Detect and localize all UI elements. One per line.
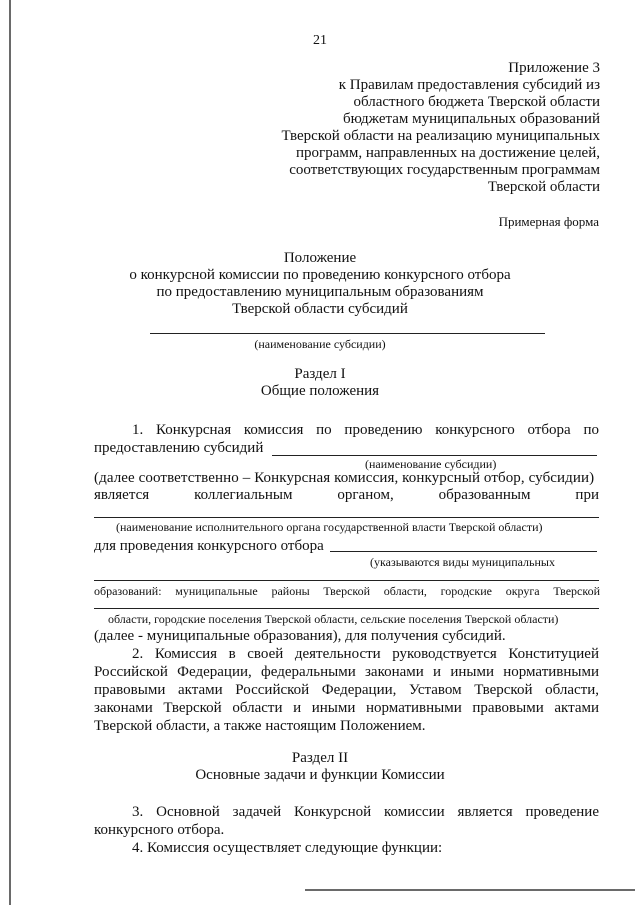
appendix-line: соответствующих государственным программам	[289, 162, 600, 178]
municipal-types-blank-1	[330, 551, 597, 552]
appendix-line: областного бюджета Тверской области	[353, 94, 600, 110]
appendix-line: программ, направленных на достижение целей,	[296, 145, 600, 161]
paragraph-2-line-3: правовыми актами Российской Федерации, Уставом Тверской области,	[94, 682, 599, 698]
section-1-number: Раздел I	[294, 366, 346, 382]
scan-edge-bottom	[305, 889, 635, 891]
paragraph-2-line-1: 2. Комиссия в своей деятельности руководствуется Конституцией	[132, 646, 599, 662]
municipal-types-caption-3: области, городские поселения Тверской области, сельские поселения Тверской области)	[108, 612, 559, 626]
municipal-types-caption-2: образований: муниципальные районы Тверской области, городские округа Тверской	[94, 584, 600, 598]
page-number: 21	[313, 33, 327, 48]
subsidy-name-blank	[150, 333, 545, 334]
paragraph-1-line-1: 1. Конкурсная комиссия по проведению конкурсного отбора по	[132, 422, 599, 438]
authority-blank	[94, 517, 599, 518]
title-line: Тверской области субсидий	[232, 301, 408, 317]
paragraph-1-line-4: является коллегиальным органом, образованным при	[94, 487, 599, 503]
paragraph-1-line-6: (далее - муниципальные образования), для получения субсидий.	[94, 628, 506, 644]
municipal-types-caption-1: (указываются виды муниципальных	[370, 555, 555, 569]
subsidy-caption: (наименование субсидии)	[365, 457, 497, 471]
municipal-types-blank-2	[94, 580, 599, 581]
paragraph-3-line-1: 3. Основной задачей Конкурсной комиссии является проведение	[132, 804, 599, 820]
paragraph-1-line-3: (далее соответственно – Конкурсная комиссия, конкурсный отбор, субсидии)	[94, 470, 595, 486]
section-2-title: Основные задачи и функции Комиссии	[195, 767, 445, 783]
appendix-header	[282, 60, 600, 196]
section-2-heading	[0, 750, 640, 784]
title-line: Положение	[283, 250, 357, 266]
paragraph-2-line-4: законами Тверской области и иными нормативными правовыми актами	[94, 700, 599, 716]
form-type-label: Примерная форма	[498, 214, 599, 229]
section-2-number: Раздел II	[291, 750, 349, 766]
document-title	[0, 250, 640, 318]
paragraph-3-line-2: конкурсного отбора.	[94, 822, 225, 838]
subsidy-blank	[272, 455, 597, 456]
paragraph-1-line-5: для проведения конкурсного отбора	[94, 538, 324, 554]
paragraph-4-line-1: 4. Комиссия осуществляет следующие функции:	[132, 840, 443, 856]
title-line: о конкурсной комиссии по проведению конкурсного отбора	[129, 267, 511, 283]
paragraph-1-line-2: предоставлению субсидий	[94, 440, 264, 456]
appendix-line: к Правилам предоставления субсидий из	[338, 77, 600, 93]
appendix-line: Приложение 3	[508, 60, 600, 76]
appendix-line: бюджетам муниципальных образований	[342, 111, 600, 127]
authority-caption: (наименование исполнительного органа государственной власти Тверской области)	[116, 520, 543, 534]
paragraph-2-line-2: Российской Федерации, федеральными законами и иными нормативными	[94, 664, 599, 680]
paragraph-2-line-5: Тверской области, а также настоящим Положением.	[94, 718, 426, 734]
section-1-title: Общие положения	[260, 383, 380, 399]
title-line: по предоставлению муниципальным образованиям	[156, 284, 484, 300]
appendix-line: Тверской области на реализацию муниципальных	[281, 128, 600, 144]
section-1-heading	[0, 366, 640, 400]
appendix-line: Тверской области	[487, 179, 600, 195]
subsidy-name-caption: (наименование субсидии)	[254, 337, 386, 351]
municipal-types-blank-3	[94, 608, 599, 609]
